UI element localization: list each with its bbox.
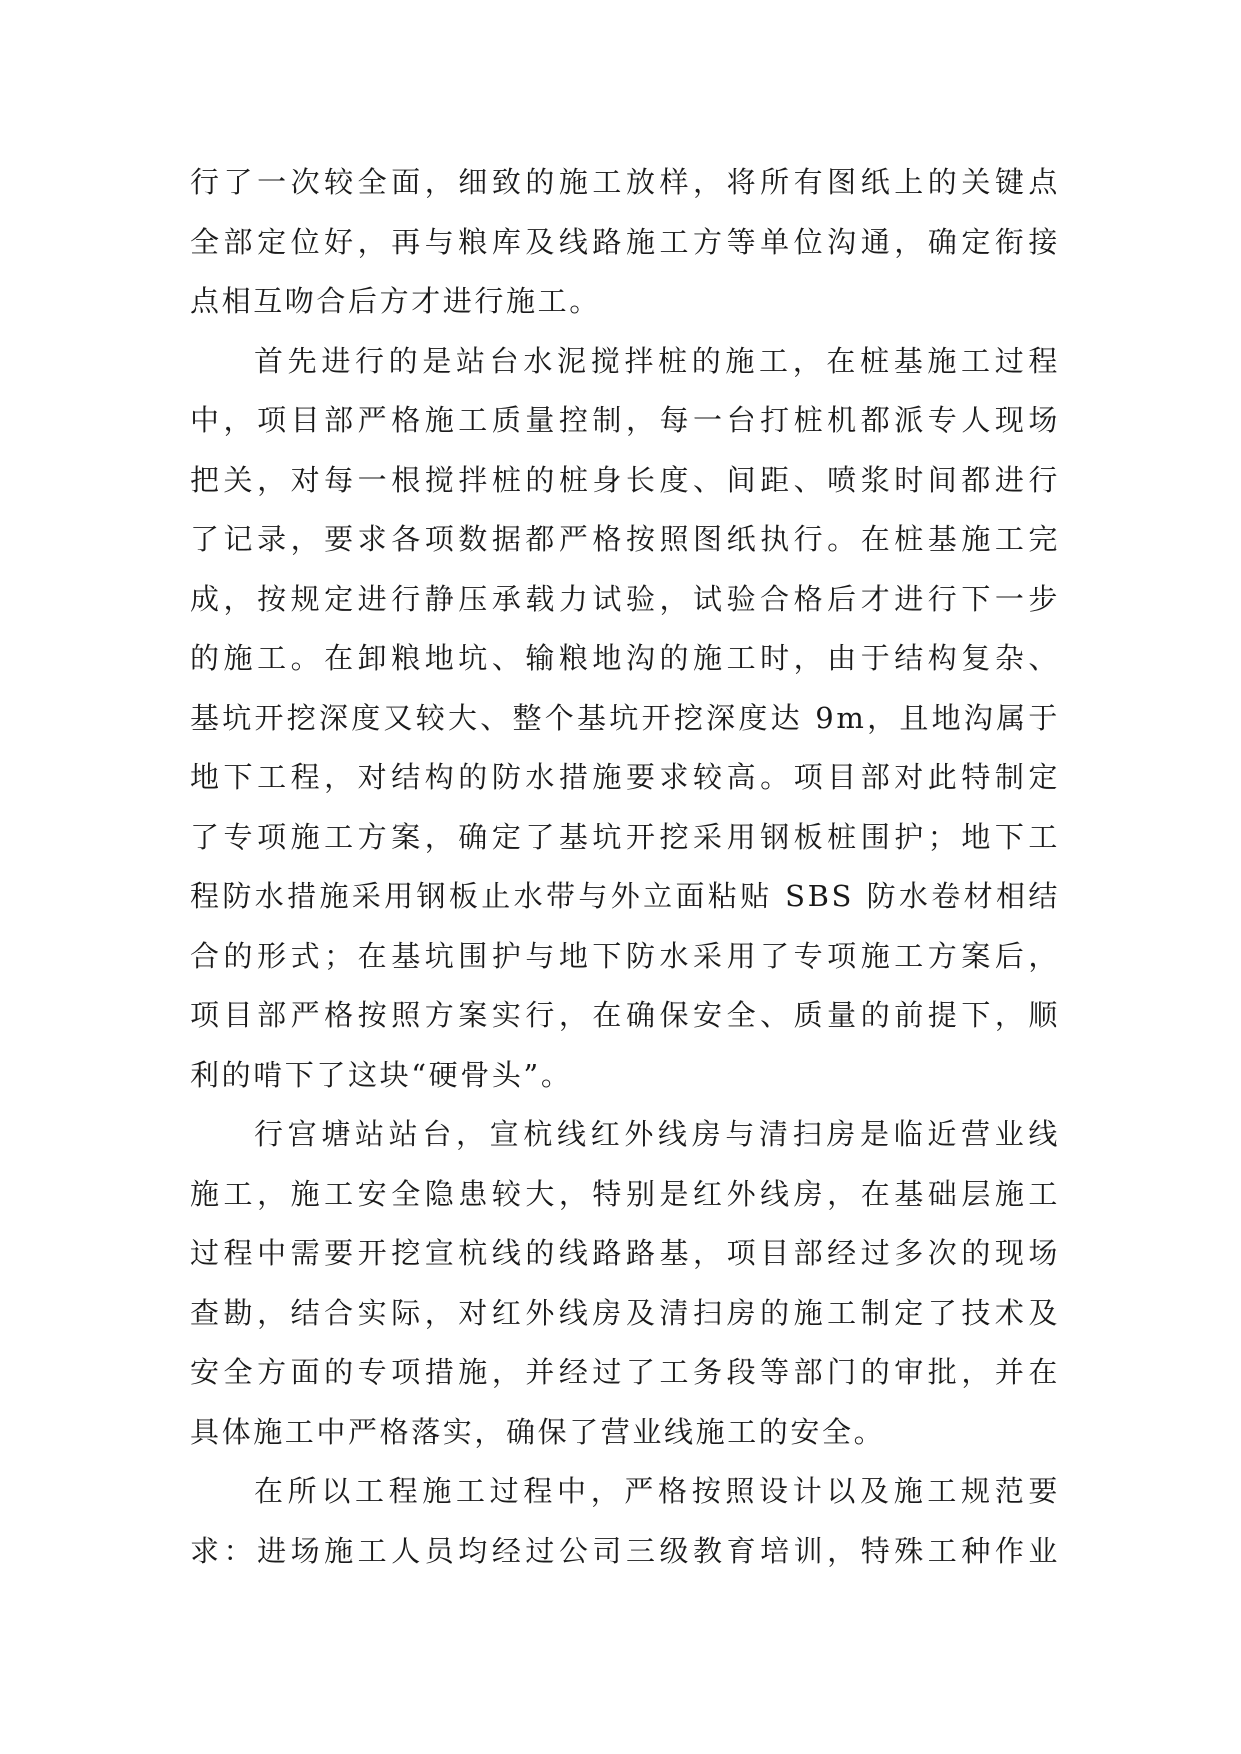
text-line: 具体施工中严格落实，确保了营业线施工的安全。 [190, 1414, 886, 1449]
text-line: 求：进场施工人员均经过公司三级教育培训，特殊工种作业 [190, 1533, 1060, 1568]
text-line: 全部定位好，再与粮库及线路施工方等单位沟通，确定衔接 [190, 224, 1060, 259]
text-line: 施工，施工安全隐患较大，特别是红外线房，在基础层施工 [190, 1176, 1060, 1211]
text-line: 项目部严格按照方案实行，在确保安全、质量的前提下，顺 [190, 998, 1060, 1032]
text-line: 首先进行的是站台水泥搅拌桩的施工，在桩基施工过程 [254, 343, 1060, 378]
text-line: 基坑开挖深度又较大、整个基坑开挖深度达 9m，且地沟属于 [190, 700, 1060, 735]
text-line: 过程中需要开挖宣杭线的线路路基，项目部经过多次的现场 [190, 1236, 1060, 1270]
text-line: 的施工。在卸粮地坑、输粮地沟的施工时，由于结构复杂、 [190, 641, 1060, 675]
text-line: 地下工程，对结构的防水措施要求较高。项目部对此特制定 [190, 760, 1060, 794]
text-line: 中，项目部严格施工质量控制，每一台打桩机都派专人现场 [190, 403, 1060, 437]
text-line: 行了一次较全面，细致的施工放样，将所有图纸上的关键点 [190, 165, 1060, 199]
document-body [190, 153, 1060, 1581]
text-line: 利的啃下了这块“硬骨头”。 [190, 1057, 573, 1092]
text-line: 查勘，结合实际，对红外线房及清扫房的施工制定了技术及 [190, 1295, 1060, 1330]
text-line: 在所以工程施工过程中，严格按照设计以及施工规范要 [254, 1474, 1060, 1508]
text-line: 安全方面的专项措施，并经过了工务段等部门的审批，并在 [190, 1355, 1060, 1389]
text-line: 程防水措施采用钢板止水带与外立面粘贴 SBS 防水卷材相结 [190, 879, 1060, 913]
text-line: 了专项施工方案，确定了基坑开挖采用钢板桩围护；地下工 [190, 819, 1060, 854]
text-line: 行宫塘站站台，宣杭线红外线房与清扫房是临近营业线 [254, 1117, 1060, 1151]
text-line: 把关，对每一根搅拌桩的桩身长度、间距、喷浆时间都进行 [190, 462, 1060, 497]
text-line: 了记录，要求各项数据都严格按照图纸执行。在桩基施工完 [190, 522, 1060, 556]
text-line: 合的形式；在基坑围护与地下防水采用了专项施工方案后， [190, 938, 1060, 973]
text-line: 点相互吻合后方才进行施工。 [190, 284, 601, 318]
text-line: 成，按规定进行静压承载力试验，试验合格后才进行下一步 [190, 581, 1060, 616]
